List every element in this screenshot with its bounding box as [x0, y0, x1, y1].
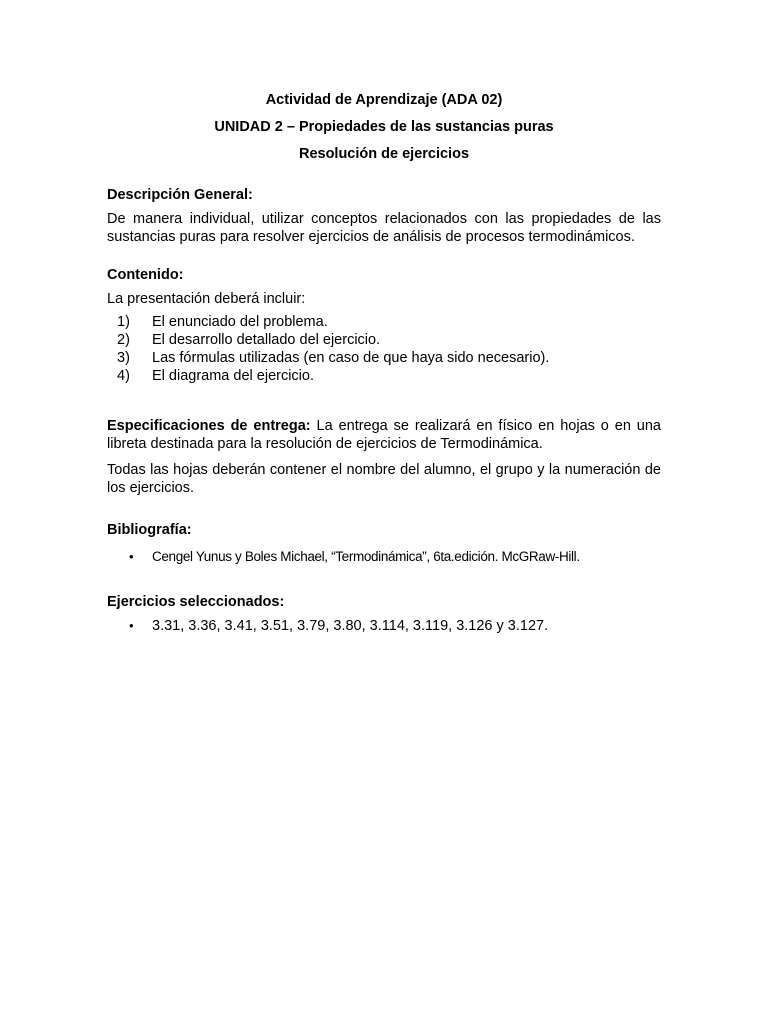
- bibliografia-item-text: Cengel Yunus y Boles Michael, “Termodinámica”, 6ta.edición. McGRaw-Hill.: [152, 549, 580, 564]
- list-item: [107, 313, 661, 331]
- especificaciones-paragraph: [107, 417, 661, 453]
- list-item-number: 4): [117, 368, 130, 384]
- contenido-list: [107, 313, 661, 385]
- especificaciones-text-2: Todas las hojas deberán contener el nombre del alumno, el grupo y la numeración de los ejercicios.: [107, 462, 661, 496]
- descripcion-heading: Descripción General:: [107, 187, 253, 203]
- bibliografia-list: [107, 548, 661, 566]
- list-item-number: 3): [117, 350, 130, 366]
- list-item: [107, 331, 661, 349]
- list-item: [107, 617, 661, 635]
- document-title: Actividad de Aprendizaje (ADA 02): [265, 92, 503, 108]
- contenido-intro: La presentación deberá incluir:: [107, 291, 306, 307]
- list-item-text: El diagrama del ejercicio.: [152, 368, 314, 384]
- list-item: [107, 367, 661, 385]
- document-page: [107, 91, 661, 635]
- unit-title: UNIDAD 2 – Propiedades de las sustancias puras: [214, 119, 554, 135]
- list-item-text: El enunciado del problema.: [152, 314, 328, 330]
- bibliografia-heading: Bibliografía:: [107, 522, 192, 538]
- list-item-number: 2): [117, 332, 130, 348]
- ejercicios-list: [107, 617, 661, 635]
- especificaciones-text: La entrega se realizará en físico en hojas o en una libreta destinada para la resolución de ejercicios de Termodinámica.: [107, 418, 661, 452]
- ejercicios-heading: Ejercicios seleccionados:: [107, 594, 285, 610]
- document-subtitle: Resolución de ejercicios: [298, 146, 470, 162]
- list-item-text: El desarrollo detallado del ejercicio.: [152, 332, 381, 348]
- especificaciones-label: Especificaciones de entrega:: [107, 418, 311, 434]
- list-item: [107, 349, 661, 367]
- bullet-icon: •: [129, 549, 134, 564]
- ejercicios-item-text: 3.31, 3.36, 3.41, 3.51, 3.79, 3.80, 3.114, 3.119, 3.126 y 3.127.: [152, 618, 549, 634]
- contenido-heading: Contenido:: [107, 267, 184, 283]
- descripcion-text: De manera individual, utilizar conceptos relacionados con las propiedades de las sustancias puras para resolver ejercicios de análisis de procesos termodinámicos.: [107, 211, 661, 245]
- list-item-text: Las fórmulas utilizadas (en caso de que haya sido necesario).: [152, 350, 550, 366]
- bullet-icon: •: [129, 618, 134, 633]
- list-item-number: 1): [117, 314, 130, 330]
- list-item: [107, 548, 661, 566]
